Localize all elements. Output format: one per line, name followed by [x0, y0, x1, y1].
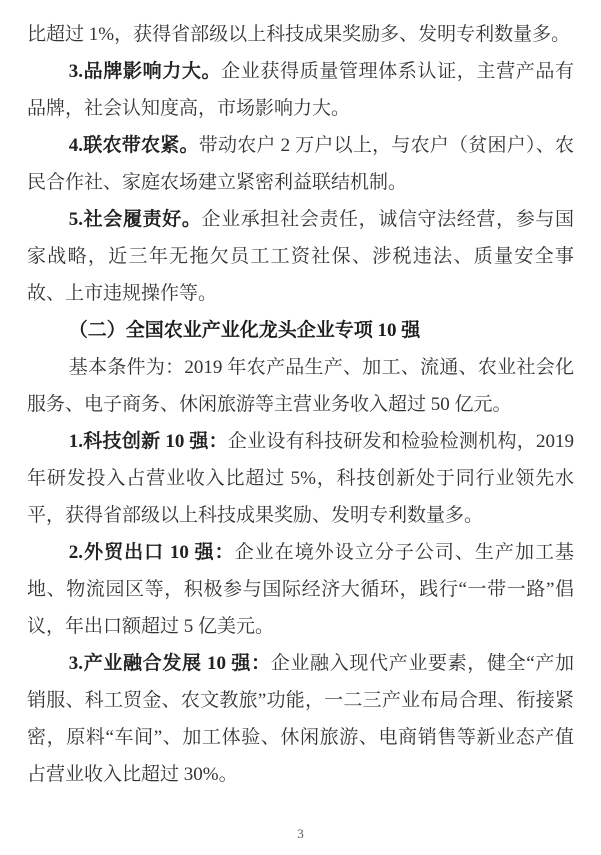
paragraph-foreign-trade-top10 — [27, 534, 574, 645]
page-footer — [0, 825, 601, 843]
paragraph-lead: 2.外贸出口 10 强： — [68, 542, 235, 563]
paragraph-body: 企业融入现代产业要素，健全“产加销服、科工贸金、农文教旅”功能，一二三产业布局合理、衔接紧密，原料“车间”、加工体验、休闲旅游、电商销售等新业态产值占营业收入比超过 30%。 — [27, 653, 574, 785]
paragraph-basic-conditions — [27, 349, 574, 423]
paragraph-body: 企业在境外设立分子公司、生产加工基地、物流园区等，积极参与国际经济大循环，践行“一带一路”倡议，年出口额超过 5 亿美元。 — [27, 542, 574, 637]
paragraph-lead: 3.产业融合发展 10 强： — [68, 653, 271, 674]
paragraph-industry-integration-top10 — [27, 645, 574, 793]
paragraph-body: 企业承担社会责任，诚信守法经营，参与国家战略，近三年无拖欠员工工资社保、涉税违法、质量安全事故、上市违规操作等。 — [27, 209, 574, 304]
paragraph-body: 企业获得质量管理体系认证，主营产品有品牌，社会认知度高，市场影响力大。 — [27, 61, 574, 119]
page-number: 3 — [297, 826, 304, 841]
paragraph-lead: 5.社会履责好。 — [68, 209, 202, 230]
paragraph-body: 带动农户 2 万户以上，与农户（贫困户）、农民合作社、家庭农场建立紧密利益联结机制。 — [27, 135, 574, 193]
paragraph-continuation — [27, 16, 574, 53]
paragraph-body: 基本条件为：2019 年农产品生产、加工、流通、农业社会化服务、电子商务、休闲旅游等主营业务收入超过 50 亿元。 — [27, 357, 574, 415]
paragraph-lead: 4.联农带农紧。 — [68, 135, 199, 156]
paragraph-lead: 1.科技创新 10 强： — [68, 431, 228, 452]
section-heading-top10 — [27, 312, 574, 349]
paragraph-brand-influence — [27, 53, 574, 127]
section-heading-text: （二）全国农业产业化龙头企业专项 10 强 — [68, 320, 421, 341]
paragraph-body: 比超过 1%，获得省部级以上科技成果奖励多、发明专利数量多。 — [27, 24, 571, 45]
paragraph-tech-innovation-top10 — [27, 423, 574, 534]
paragraph-body: 企业设有科技研发和检验检测机构，2019 年研发投入占营业收入比超过 5%，科技创新处于同行业领先水平，获得省部级以上科技成果奖励、发明专利数量多。 — [27, 431, 574, 526]
paragraph-lead: 3.品牌影响力大。 — [68, 61, 222, 82]
paragraph-farmer-linkage — [27, 127, 574, 201]
document-content — [27, 16, 574, 793]
paragraph-social-responsibility — [27, 201, 574, 312]
